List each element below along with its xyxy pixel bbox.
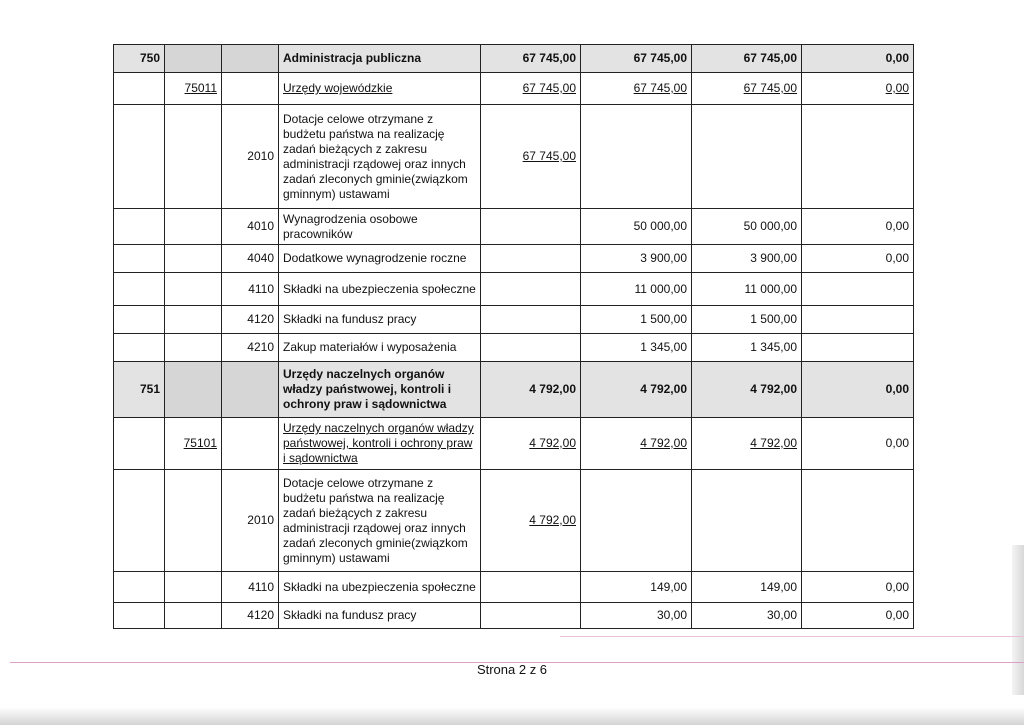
rozdzial-cell	[165, 470, 222, 572]
table-row	[114, 105, 914, 209]
dzial-cell	[114, 245, 165, 273]
amount-cell-2: 67 745,00	[581, 45, 692, 73]
amount-cell-4: 0,00	[802, 73, 914, 105]
amount-cell-2: 50 000,00	[581, 209, 692, 245]
amount-cell-3: 50 000,00	[692, 209, 802, 245]
amount-cell-1	[481, 603, 581, 629]
dzial-cell	[114, 603, 165, 629]
amount-cell-4	[802, 470, 914, 572]
table-row	[114, 470, 914, 572]
budget-rows	[114, 45, 914, 629]
paragraf-cell: 4120	[222, 306, 279, 334]
amount-cell-1	[481, 572, 581, 603]
rozdzial-cell	[165, 105, 222, 209]
amount-cell-4: 0,00	[802, 572, 914, 603]
amount-cell-1	[481, 245, 581, 273]
paragraf-cell: 4010	[222, 209, 279, 245]
amount-cell-1: 4 792,00	[481, 362, 581, 418]
amount-cell-4	[802, 273, 914, 306]
name-cell: Urzędy naczelnych organów władzy państwowej, kontroli i ochrony praw i sądownictwa	[279, 418, 481, 470]
name-cell: Wynagrodzenia osobowe pracowników	[279, 209, 481, 245]
rozdzial-cell: 75011	[165, 73, 222, 105]
amount-cell-4: 0,00	[802, 603, 914, 629]
name-cell: Składki na fundusz pracy	[279, 306, 481, 334]
amount-cell-2: 30,00	[581, 603, 692, 629]
amount-cell-2: 11 000,00	[581, 273, 692, 306]
paragraf-cell: 4040	[222, 245, 279, 273]
amount-cell-3: 3 900,00	[692, 245, 802, 273]
amount-cell-4: 0,00	[802, 45, 914, 73]
table-row	[114, 306, 914, 334]
table-row	[114, 209, 914, 245]
amount-cell-3: 11 000,00	[692, 273, 802, 306]
page-number: Strona 2 z 6	[476, 662, 548, 677]
dzial-cell	[114, 73, 165, 105]
paragraf-cell: 4110	[222, 273, 279, 306]
name-cell: Administracja publiczna	[279, 45, 481, 73]
amount-cell-1: 4 792,00	[481, 470, 581, 572]
paragraf-cell: 2010	[222, 105, 279, 209]
dzial-cell	[114, 105, 165, 209]
page-rule-upper	[560, 636, 1024, 637]
table-row	[114, 73, 914, 105]
dzial-cell: 751	[114, 362, 165, 418]
amount-cell-1: 67 745,00	[481, 45, 581, 73]
amount-cell-2: 3 900,00	[581, 245, 692, 273]
paragraf-cell: 4120	[222, 603, 279, 629]
rozdzial-cell	[165, 334, 222, 362]
rozdzial-cell	[165, 572, 222, 603]
paragraf-cell	[222, 73, 279, 105]
name-cell: Dotacje celowe otrzymane z budżetu państwa na realizację zadań bieżących z zakresu administracji rządowej oraz innych zadań zleconych gminie(związkom gminnym) ustawami	[279, 105, 481, 209]
amount-cell-3: 1 345,00	[692, 334, 802, 362]
amount-cell-3: 1 500,00	[692, 306, 802, 334]
amount-cell-2: 4 792,00	[581, 418, 692, 470]
dzial-cell	[114, 209, 165, 245]
name-cell: Składki na ubezpieczenia społeczne	[279, 273, 481, 306]
paragraf-cell: 4110	[222, 572, 279, 603]
table-row	[114, 334, 914, 362]
name-cell: Składki na ubezpieczenia społeczne	[279, 572, 481, 603]
amount-cell-4	[802, 306, 914, 334]
paragraf-cell	[222, 418, 279, 470]
amount-cell-1	[481, 209, 581, 245]
dzial-cell	[114, 470, 165, 572]
amount-cell-2: 4 792,00	[581, 362, 692, 418]
amount-cell-4	[802, 334, 914, 362]
dzial-cell	[114, 273, 165, 306]
amount-cell-1: 67 745,00	[481, 73, 581, 105]
amount-cell-3: 4 792,00	[692, 362, 802, 418]
table-row	[114, 603, 914, 629]
paragraf-cell: 2010	[222, 470, 279, 572]
rozdzial-cell	[165, 209, 222, 245]
amount-cell-3: 30,00	[692, 603, 802, 629]
amount-cell-1	[481, 334, 581, 362]
name-cell: Urzędy wojewódzkie	[279, 73, 481, 105]
dzial-cell	[114, 572, 165, 603]
paragraf-cell	[222, 45, 279, 73]
dzial-cell	[114, 418, 165, 470]
amount-cell-3	[692, 470, 802, 572]
table-row	[114, 418, 914, 470]
amount-cell-1	[481, 273, 581, 306]
rozdzial-cell	[165, 245, 222, 273]
rozdzial-cell	[165, 273, 222, 306]
table-row	[114, 362, 914, 418]
amount-cell-4	[802, 105, 914, 209]
name-cell: Urzędy naczelnych organów władzy państwowej, kontroli i ochrony praw i sądownictwa	[279, 362, 481, 418]
paragraf-cell: 4210	[222, 334, 279, 362]
amount-cell-4: 0,00	[802, 245, 914, 273]
amount-cell-1: 4 792,00	[481, 418, 581, 470]
amount-cell-1: 67 745,00	[481, 105, 581, 209]
amount-cell-2: 149,00	[581, 572, 692, 603]
amount-cell-3: 67 745,00	[692, 73, 802, 105]
amount-cell-2: 1 500,00	[581, 306, 692, 334]
table-row	[114, 245, 914, 273]
table-row	[114, 273, 914, 306]
rozdzial-cell	[165, 306, 222, 334]
paragraf-cell	[222, 362, 279, 418]
amount-cell-4: 0,00	[802, 418, 914, 470]
amount-cell-4: 0,00	[802, 209, 914, 245]
name-cell: Składki na fundusz pracy	[279, 603, 481, 629]
name-cell: Zakup materiałów i wyposażenia	[279, 334, 481, 362]
dzial-cell: 750	[114, 45, 165, 73]
amount-cell-1	[481, 306, 581, 334]
amount-cell-3: 149,00	[692, 572, 802, 603]
amount-cell-3: 67 745,00	[692, 45, 802, 73]
amount-cell-2	[581, 105, 692, 209]
budget-table	[113, 44, 914, 629]
rozdzial-cell	[165, 603, 222, 629]
amount-cell-2: 67 745,00	[581, 73, 692, 105]
table-row	[114, 572, 914, 603]
rozdzial-cell: 75101	[165, 418, 222, 470]
amount-cell-3	[692, 105, 802, 209]
amount-cell-4: 0,00	[802, 362, 914, 418]
dzial-cell	[114, 306, 165, 334]
name-cell: Dodatkowe wynagrodzenie roczne	[279, 245, 481, 273]
amount-cell-2	[581, 470, 692, 572]
amount-cell-2: 1 345,00	[581, 334, 692, 362]
name-cell: Dotacje celowe otrzymane z budżetu państwa na realizację zadań bieżących z zakresu administracji rządowej oraz innych zadań zleconych gminie(związkom gminnym) ustawami	[279, 470, 481, 572]
amount-cell-3: 4 792,00	[692, 418, 802, 470]
table-row	[114, 45, 914, 73]
dzial-cell	[114, 334, 165, 362]
scan-bottom-shadow	[0, 707, 1024, 725]
rozdzial-cell	[165, 362, 222, 418]
rozdzial-cell	[165, 45, 222, 73]
